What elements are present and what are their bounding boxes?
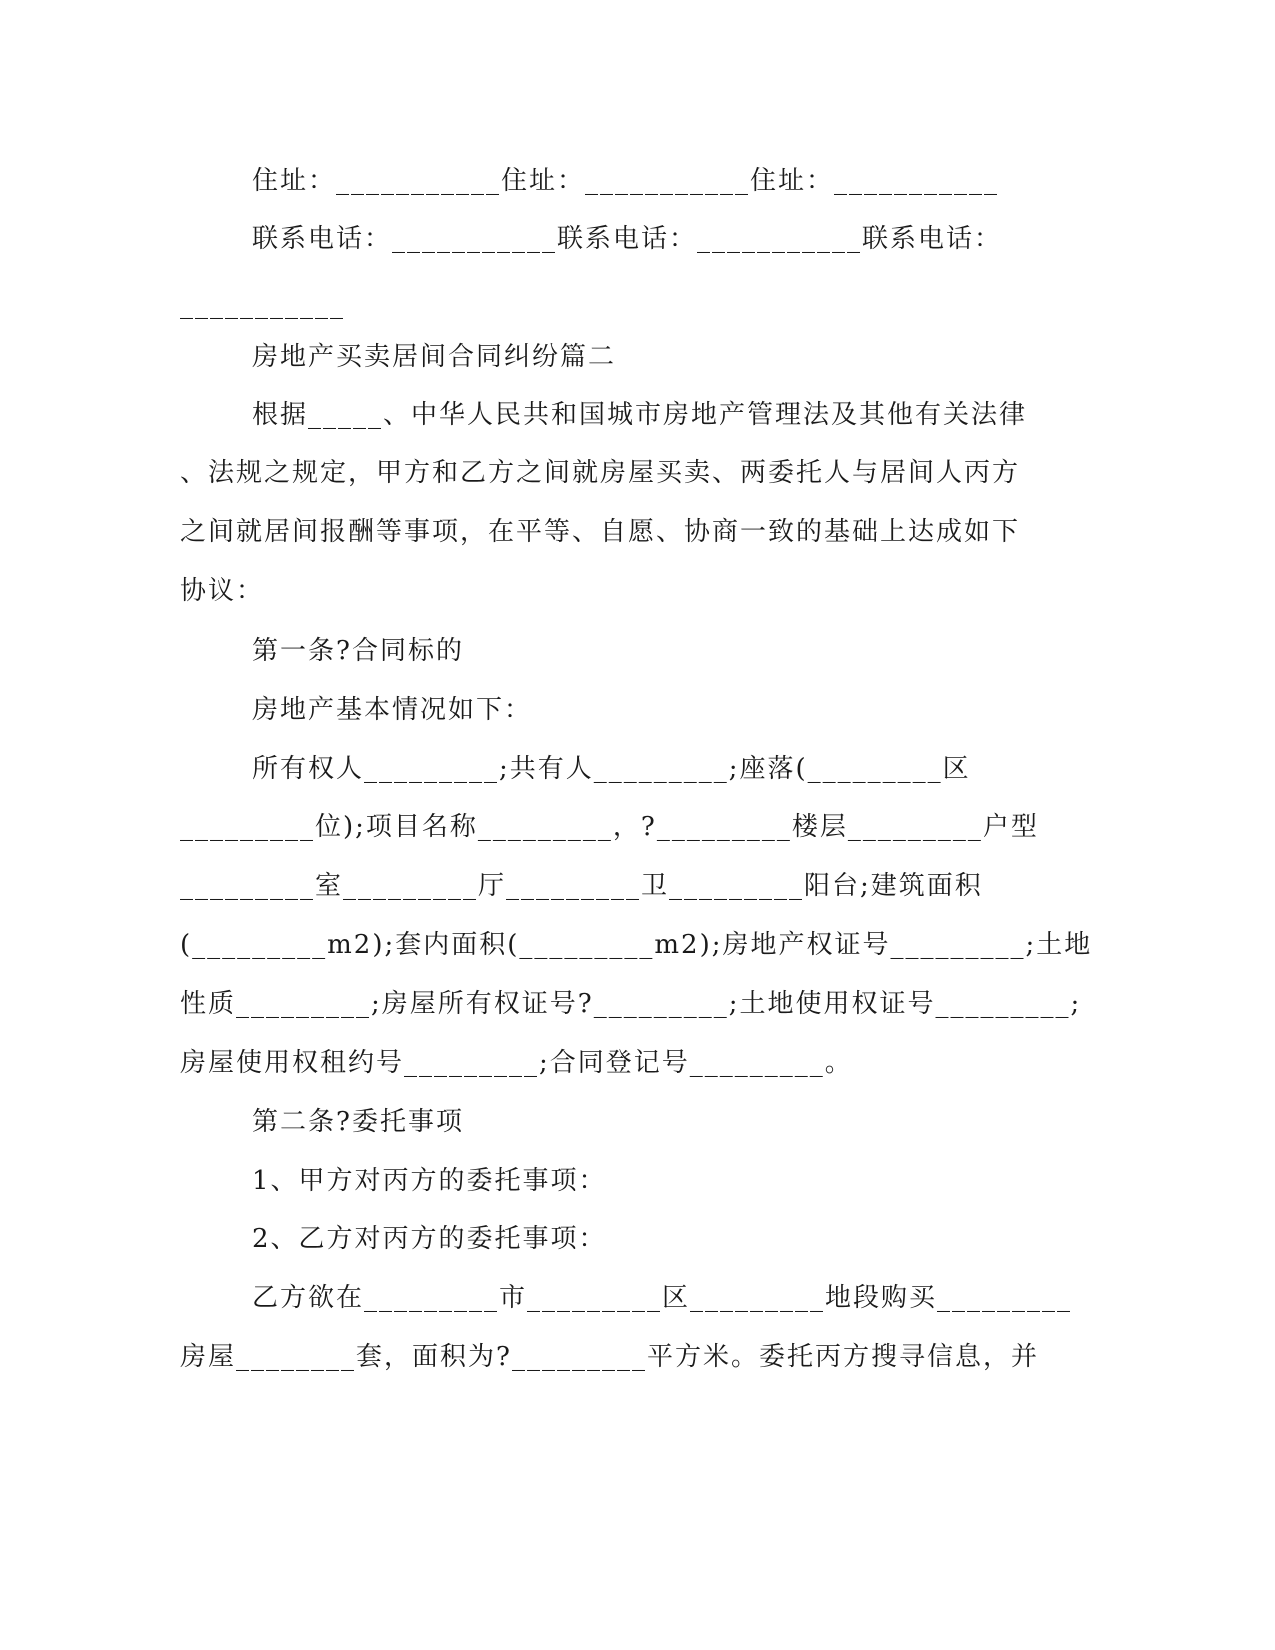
paragraph-line: _________位);项目名称_________，?_________楼层_________户型 <box>180 812 1039 842</box>
phone-blank-line: ___________ <box>180 290 345 320</box>
list-item: 2、乙方对丙方的委托事项： <box>252 1224 607 1254</box>
paragraph-line: 之间就居间报酬等事项，在平等、自愿、协商一致的基础上达成如下 <box>180 517 1021 547</box>
paragraph-line: _________室_________厅_________卫_________阳台;建筑面积 <box>180 871 983 901</box>
paragraph-line: 、法规之规定，甲方和乙方之间就房屋买卖、两委托人与居间人丙方 <box>180 458 1021 488</box>
section-title: 房地产买卖居间合同纠纷篇二 <box>252 342 617 372</box>
phone-line: 联系电话：___________联系电话：___________联系电话： <box>252 224 1003 254</box>
paragraph-line: 房屋________套，面积为?_________平方米。委托丙方搜寻信息，并 <box>180 1342 1039 1372</box>
paragraph-line: 房屋使用权租约号_________;合同登记号_________。 <box>180 1048 853 1078</box>
address-line: 住址：___________住址：___________住址：___________ <box>252 166 1000 196</box>
paragraph-line: 协议： <box>180 576 265 606</box>
paragraph-line: (_________m2);套内面积(_________m2);房地产权证号_________;土地 <box>180 930 1093 960</box>
article-heading: 第二条?委托事项 <box>252 1107 464 1137</box>
paragraph-line: 性质_________;房屋所有权证号?_________;土地使用权证号_________; <box>180 989 1082 1019</box>
paragraph-line: 房地产基本情况如下： <box>252 695 533 725</box>
paragraph-line: 乙方欲在_________市_________区_________地段购买_________ <box>252 1283 1073 1313</box>
list-item: 1、甲方对丙方的委托事项： <box>252 1166 607 1196</box>
paragraph-line: 所有权人_________;共有人_________;座落(_________区 <box>252 754 971 784</box>
article-heading: 第一条?合同标的 <box>252 636 464 666</box>
paragraph-line: 根据_____、中华人民共和国城市房地产管理法及其他有关法律 <box>252 400 1028 430</box>
